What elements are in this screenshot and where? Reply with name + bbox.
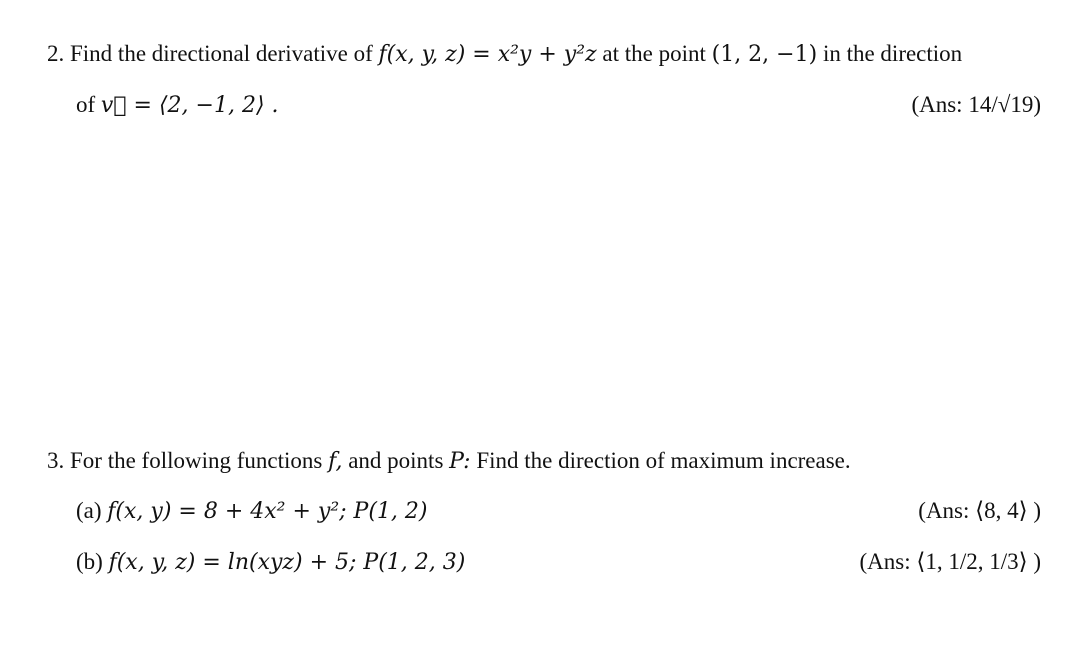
problem-2-line-1 bbox=[47, 42, 962, 66]
problem-3-prompt-end: Find the direction of maximum increase. bbox=[476, 448, 851, 473]
problem-3-part-b bbox=[76, 550, 465, 574]
problem-3-part-b-label: (b) bbox=[76, 549, 103, 574]
problem-3-part-b-expression: f(x, y, z) = ln(xyz) + 5; P(1, 2, 3) bbox=[108, 550, 466, 575]
problem-3-prompt-mid: and points bbox=[348, 448, 444, 473]
problem-3-prompt bbox=[47, 449, 851, 473]
problem-3-part-a-expression: f(x, y) = 8 + 4x² + y²; P(1, 2) bbox=[107, 499, 428, 524]
problem-3-prompt-start: For the following functions bbox=[70, 448, 323, 473]
problem-2-number: 2. bbox=[47, 41, 65, 66]
problem-3-part-b-answer: (Ans: ⟨1, 1/2, 1/3⟩ ) bbox=[859, 549, 1041, 574]
problem-2-text-direction: in the direction bbox=[822, 41, 963, 66]
problem-3-number: 3. bbox=[47, 448, 65, 473]
problem-2-function: f(x, y, z) = x²y + y²z bbox=[378, 42, 597, 67]
problem-3-part-a bbox=[76, 499, 428, 523]
problem-2-line-2 bbox=[76, 93, 279, 117]
problem-3-prompt-f: f, bbox=[328, 449, 343, 474]
problem-2-text-of: of bbox=[76, 92, 96, 117]
problem-3-part-a-label: (a) bbox=[76, 498, 102, 523]
problem-3-part-a-answer: (Ans: ⟨8, 4⟩ ) bbox=[918, 498, 1041, 523]
problem-2-vector: v⃗ = ⟨2, −1, 2⟩ . bbox=[100, 93, 279, 118]
problem-2-answer: (Ans: 14/√19) bbox=[911, 92, 1041, 117]
problem-2-text-before: Find the directional derivative of bbox=[70, 41, 373, 66]
problem-3-prompt-p: P: bbox=[449, 449, 471, 474]
problem-2-text-at-point: at the point bbox=[602, 41, 706, 66]
problem-2-point: (1, 2, −1) bbox=[711, 42, 818, 67]
